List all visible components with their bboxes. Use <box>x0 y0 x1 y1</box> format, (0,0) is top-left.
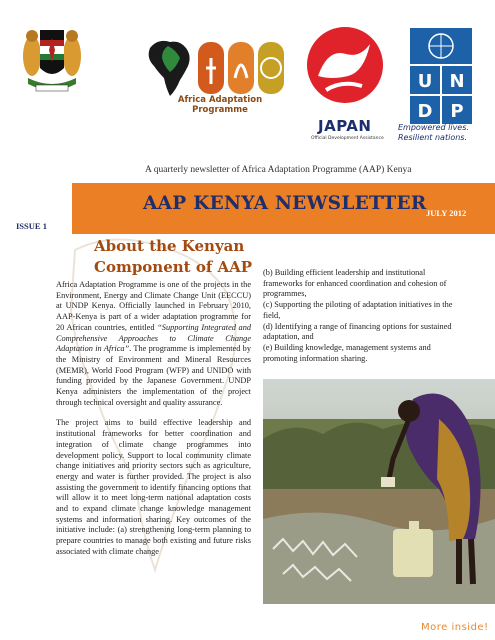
left-column <box>56 280 251 568</box>
para1-part-a: Africa Adaptation Programme is one of the projects in the Environment, Energy and Climate Change Unit (EECCU) at UNDP Kenya. Officially launched in February 2010, AAP-Kenya is part of a wider adaptation programme for 20 African countries, entitled <box>56 280 251 332</box>
right-column <box>263 268 463 364</box>
aap-caption: Africa Adaptation Programme <box>177 95 263 115</box>
issue-number: ISSUE 1 <box>16 221 47 231</box>
outcome-item-d: (d) Identifying a range of financing options for sustained adaptation, and <box>263 321 452 342</box>
undp-tagline-line2: Resilient nations. <box>398 133 467 142</box>
undp-letter-n: N <box>449 71 465 92</box>
article-paragraph-2: The project aims to build effective leadership and institutional frameworks for better coordination and integration of climate change programmes into development policy. Support to local community climate change initiatives and priority sectors such as agriculture, energy and water is further provided. The project is also assisting the government to identify financing options that will allow it to meet long-term national adaptation costs and to expand climate change knowledge management systems and information sharing. Key outcomes of the initiative include: (a) strengthening long-term planning to prepare countries to manage both existing and future risks associated with climate change <box>56 418 251 556</box>
more-inside-label: More inside! <box>421 622 489 633</box>
woman-collecting-water-photo <box>263 379 495 604</box>
undp-letter-p: P <box>450 101 464 122</box>
logo-band <box>0 0 495 150</box>
article-paragraph-1 <box>56 280 251 408</box>
newsletter-tagline: A quarterly newsletter of Africa Adaptation Programme (AAP) Kenya <box>145 165 412 175</box>
undp-letter-d: D <box>417 101 433 122</box>
japan-word: JAPAN <box>318 117 372 135</box>
undp-tagline-line1: Empowered lives. <box>398 123 469 132</box>
section-heading-line1: About the Kenyan <box>94 237 245 255</box>
section-heading <box>94 236 264 278</box>
undp-logo-icon <box>396 28 486 128</box>
issue-date: JULY 2012 <box>426 208 467 218</box>
undp-letter-u: U <box>417 71 433 92</box>
outcome-item-e: (e) Building knowledge, management systems and promoting information sharing. <box>263 342 431 363</box>
para1-quote: “Supporting Integrated and Comprehensive Approaches to Climate Change Adaptation in Africa” <box>56 322 252 354</box>
kenya-coat-of-arms-icon <box>18 18 86 98</box>
para1-part-b: . The programme is implemented by the Ministry of Environment and Mineral Resources (MEMR), World Food Program (WFP) and UNIDO with funding provided by the Japanese Government. UNDP Kenya administers the implementation of the project through technical oversight and quality assurance. <box>56 344 251 407</box>
undp-tagline <box>398 123 488 143</box>
section-heading-line2: Component of AAP <box>94 258 253 276</box>
outcome-item-c: (c) Supporting the piloting of adaptation initiatives in the field, <box>263 300 453 320</box>
newsletter-title: AAP KENYA NEWSLETTER <box>143 193 427 214</box>
outcome-item-b: (b) Building efficient leadership and institutional frameworks for enhanced coordination and cohesion of programmes, <box>263 268 447 299</box>
japan-sub: Official Development Assistance <box>311 136 384 141</box>
